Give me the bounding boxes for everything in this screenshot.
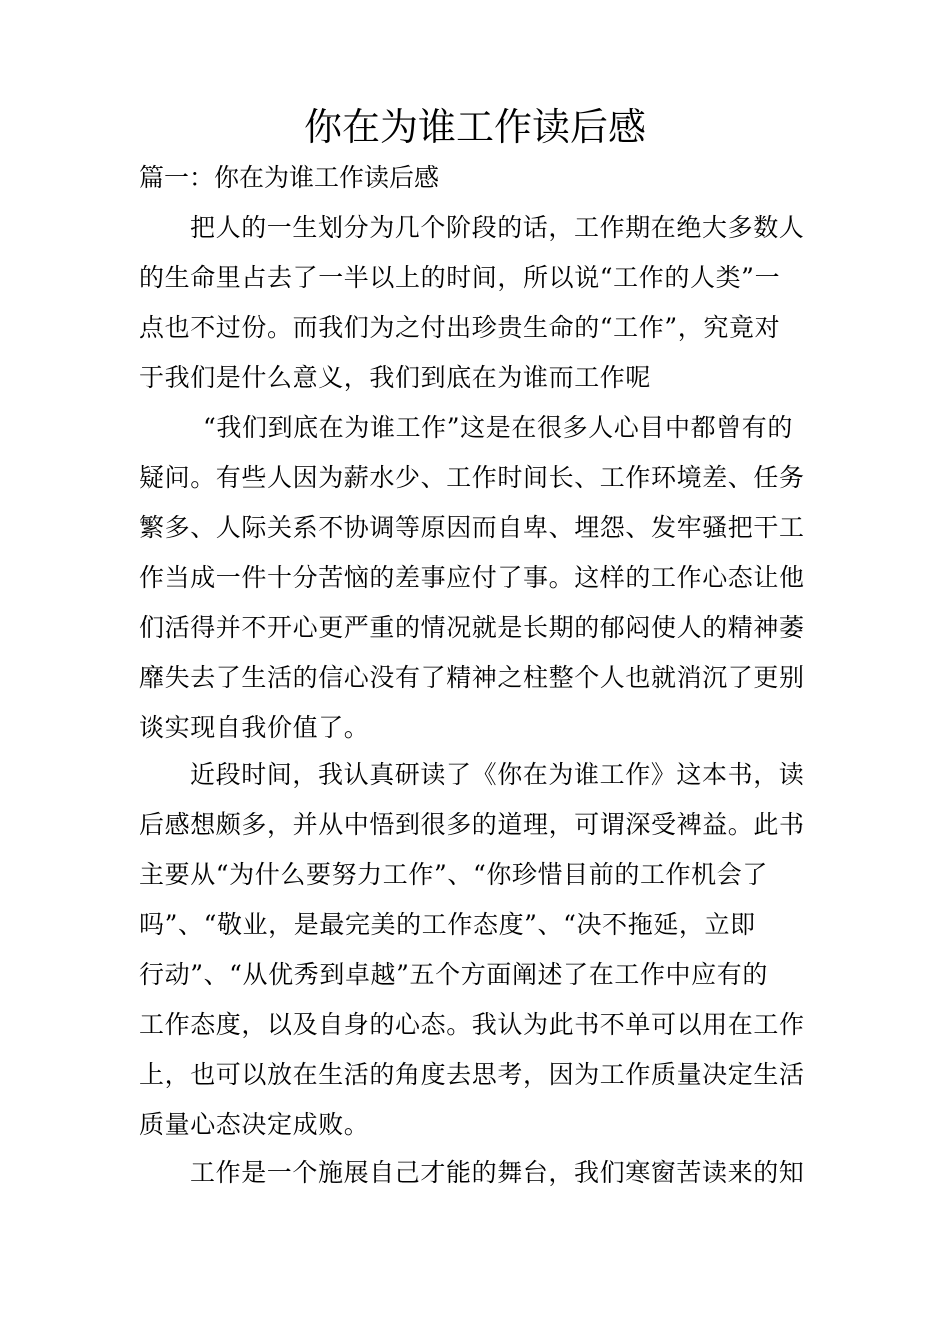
text-line: 作当成一件十分苦恼的差事应付了事。这样的工作心态让他	[139, 563, 805, 592]
text-line: 点也不过份。而我们为之付出珍贵生命的“工作”，究竟对	[139, 313, 781, 342]
text-line: 谈实现自我价值了。	[139, 713, 370, 742]
paragraph-3	[139, 750, 822, 1150]
text-line: 疑问。有些人因为薪水少、工作时间长、工作环境差、任务	[139, 463, 805, 492]
text-line: 们活得并不开心更严重的情况就是长期的郁闷使人的精神萎	[139, 613, 805, 642]
text-line: 质量心态决定成败。	[139, 1110, 370, 1139]
text-line: 主要从“为什么要努力工作”、“你珍惜目前的工作机会了	[139, 860, 768, 889]
text-line: “我们到底在为谁工作”这是在很多人心目中都曾有的	[203, 413, 793, 442]
text-line: 于我们是什么意义，我们到底在为谁而工作呢	[139, 363, 652, 392]
text-line: 吗”、“敬业，是最完美的工作态度”、“决不拖延，立即	[139, 910, 756, 939]
text-line: 的生命里占去了一半以上的时间，所以说“工作的人类”一	[139, 263, 781, 292]
text-line: 近段时间，我认真研读了《你在为谁工作》这本书，读	[190, 760, 805, 789]
text-line: 行动”、“从优秀到卓越”五个方面阐述了在工作中应有的	[139, 960, 768, 989]
paragraph-4	[139, 1148, 822, 1198]
text-line: 工作态度，以及自身的心态。我认为此书不单可以用在工作	[139, 1010, 805, 1039]
text-line: 后感想颇多，并从中悟到很多的道理，可谓深受裨益。此书	[139, 810, 805, 839]
paragraph-1	[139, 203, 822, 403]
document-title: 你在为谁工作读后感	[303, 105, 646, 149]
text-line: 工作是一个施展自己才能的舞台，我们寒窗苦读来的知	[190, 1158, 805, 1187]
section-heading: 篇一：你在为谁工作读后感	[139, 163, 440, 192]
text-line: 靡失去了生活的信心没有了精神之柱整个人也就消沉了更别	[139, 663, 805, 692]
text-line: 上，也可以放在生活的角度去思考，因为工作质量决定生活	[139, 1060, 805, 1089]
paragraph-2	[139, 403, 822, 753]
text-line: 把人的一生划分为几个阶段的话，工作期在绝大多数人	[190, 213, 805, 242]
text-line: 繁多、人际关系不协调等原因而自卑、埋怨、发牢骚把干工	[139, 513, 805, 542]
